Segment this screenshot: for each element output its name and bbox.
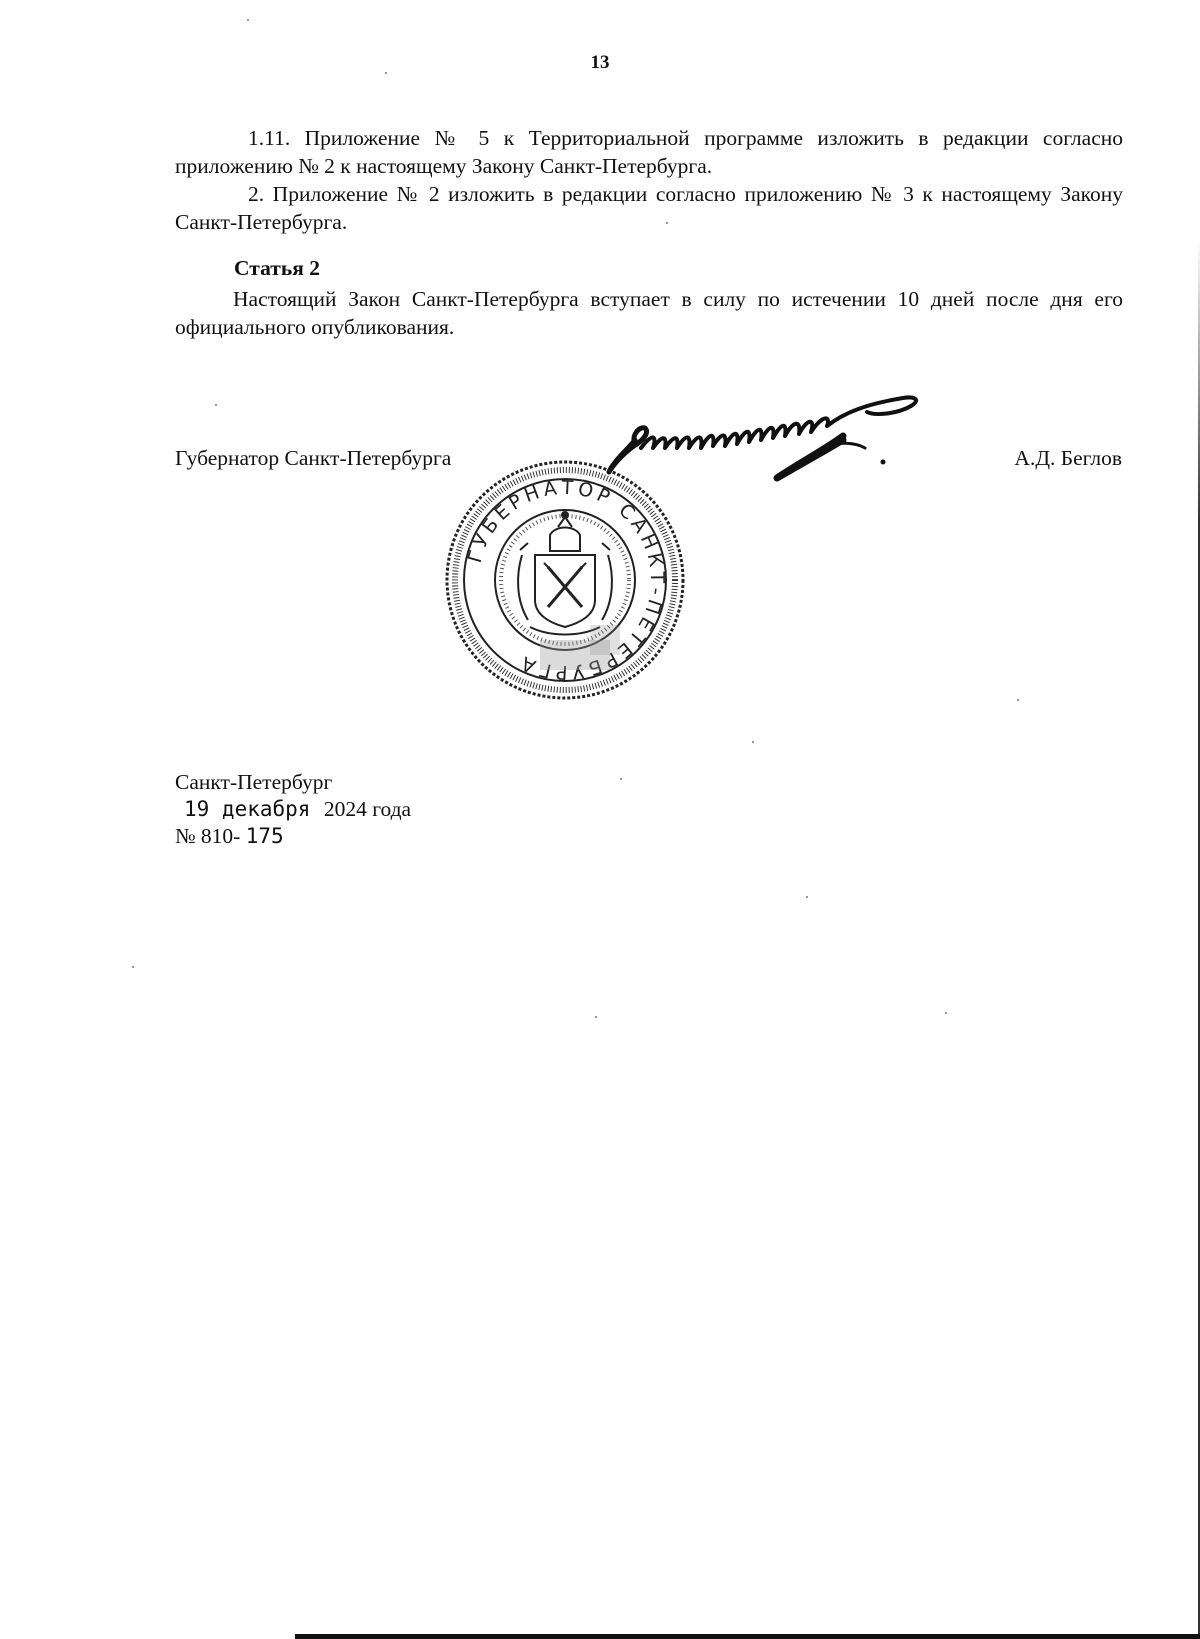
scan-speck <box>806 896 808 898</box>
governor-title: Губернатор Санкт-Петербурга <box>175 446 452 470</box>
scan-speck <box>752 741 754 743</box>
law-number-prefix: № 810- <box>175 824 241 848</box>
scan-speck <box>385 72 387 74</box>
scan-speck <box>1017 699 1019 701</box>
scan-speck <box>247 19 249 21</box>
date-of-signing <box>175 797 411 822</box>
paragraph-2: 2. Приложение № 2 изложить в редакции согласно приложению № 3 к настоящему Закону Санкт-Петербурга. <box>175 182 1123 234</box>
date-year: 2024 года <box>323 797 412 821</box>
scan-bottom-edge <box>295 1634 1200 1639</box>
scan-speck <box>620 778 622 780</box>
page-number: 13 <box>590 52 610 73</box>
article-2-text: Настоящий Закон Санкт-Петербурга вступает в силу по истечении 10 дней после дня его официального опубликования. <box>175 287 1123 339</box>
scan-speck <box>215 404 217 406</box>
scan-speck <box>945 1012 947 1014</box>
scan-speck <box>666 222 668 224</box>
scan-speck <box>595 1016 597 1018</box>
place-of-signing: Санкт-Петербург <box>175 770 333 794</box>
scan-speck <box>132 966 134 968</box>
governor-name: А.Д. Беглов <box>1014 446 1122 470</box>
law-number <box>175 824 284 849</box>
law-number-value: 175 <box>245 824 284 848</box>
official-seal <box>440 455 690 705</box>
date-day-month: 19 декабря <box>184 797 311 821</box>
paragraph-1-11: 1.11. Приложение № 5 к Территориальной программе изложить в редакции согласно приложению № 2 к настоящему Закону Санкт-Петербурга. <box>175 126 1123 178</box>
article-2-title: Статья 2 <box>234 256 320 280</box>
seal-text: ГУБЕРНАТОР САНКТ-ПЕТЕРБУРГА <box>463 476 669 684</box>
